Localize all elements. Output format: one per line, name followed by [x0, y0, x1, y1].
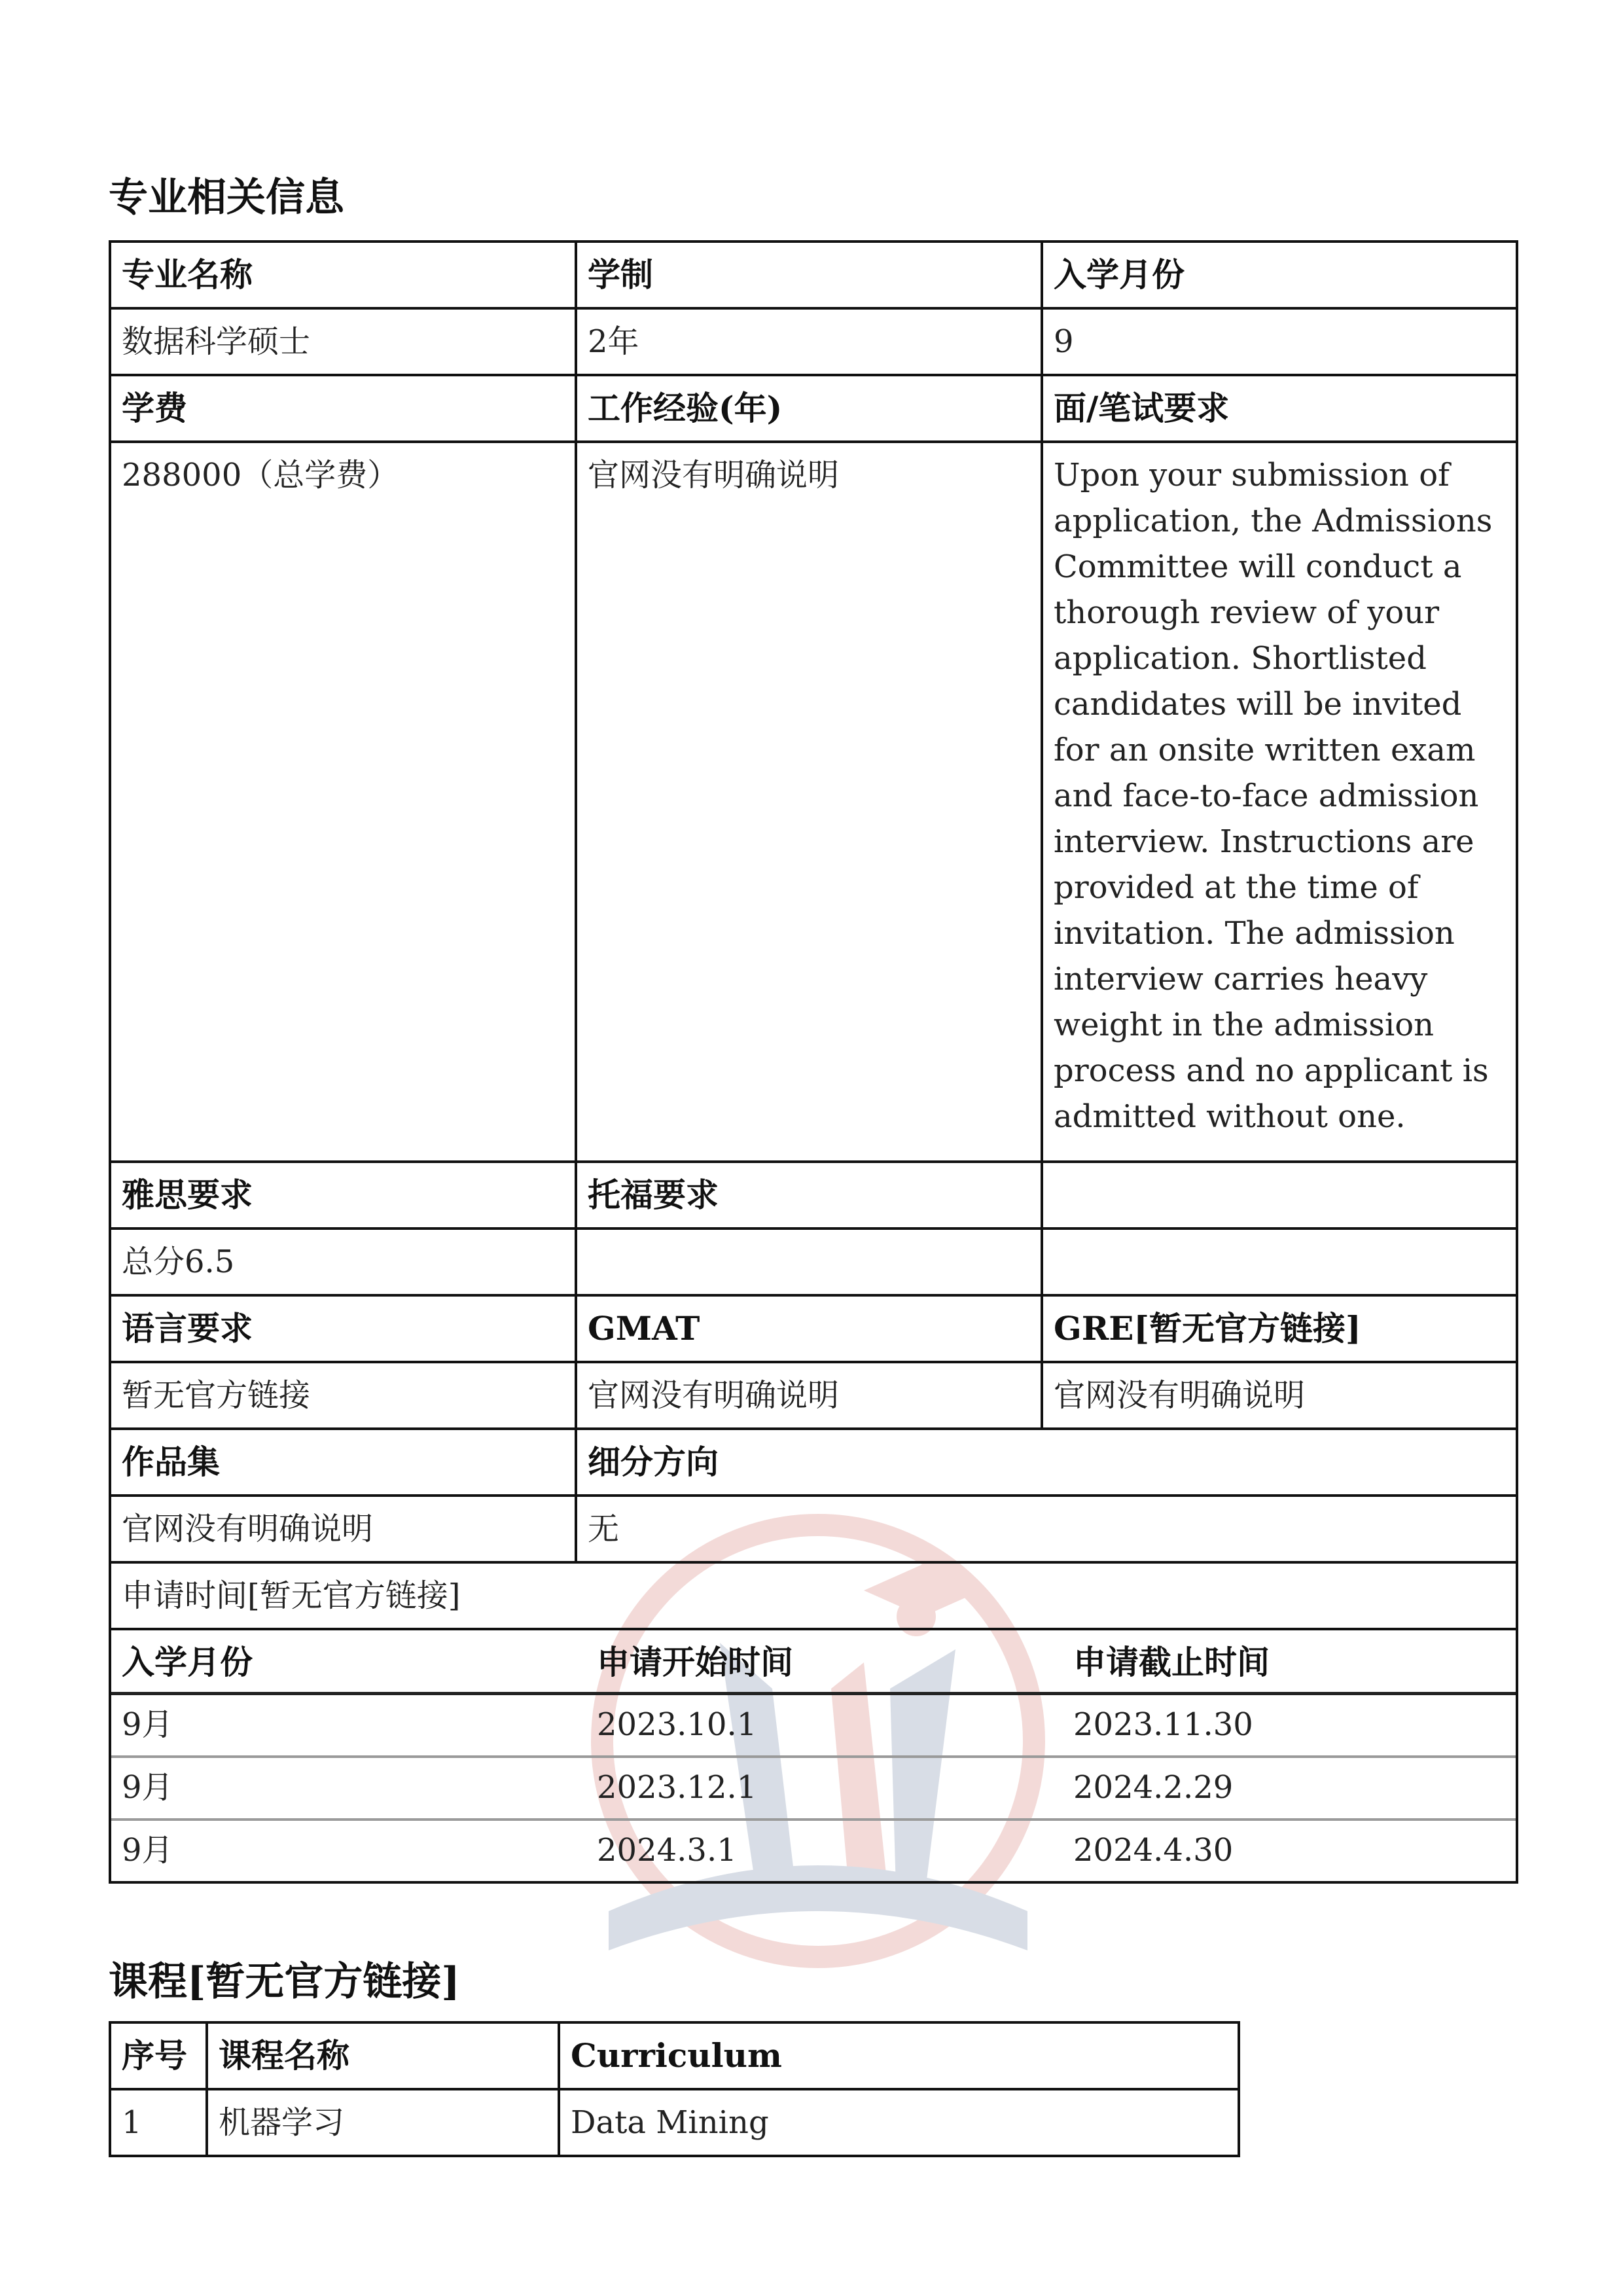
table-row — [110, 1562, 1517, 1629]
application-time-label: 申请时间[暂无官方链接] — [110, 1562, 1517, 1629]
cell-intake: 9月 — [111, 1757, 586, 1820]
cell-curriculum: Data Mining — [559, 2089, 1239, 2156]
table-row — [110, 1295, 1517, 1362]
value-tuition: 288000（总学费） — [110, 442, 576, 1162]
table-row — [111, 1757, 1516, 1820]
header-tuition: 学费 — [110, 375, 576, 442]
table-row — [110, 375, 1517, 442]
cell-deadline: 2023.11.30 — [1063, 1694, 1516, 1757]
table-row — [111, 1820, 1516, 1881]
table-row — [111, 1630, 1516, 1694]
header-language: 语言要求 — [110, 1295, 576, 1362]
header-interview-requirement: 面/笔试要求 — [1042, 375, 1517, 442]
cell-intake: 9月 — [122, 1832, 173, 1869]
header-duration: 学制 — [576, 242, 1042, 308]
table-row — [110, 2089, 1239, 2156]
cell-course-name: 机器学习 — [207, 2089, 559, 2156]
section-title-curriculum: 课程[暂无官方链接] — [109, 1959, 460, 2005]
header-gmat: GMAT — [576, 1295, 1042, 1362]
cell-intake: 9月 — [111, 1694, 586, 1757]
value-program-name: 数据科学硕士 — [110, 308, 576, 375]
header-ielts: 雅思要求 — [110, 1162, 576, 1229]
cell-start: 2023.12.1 — [586, 1757, 1063, 1820]
value-interview-requirement: Upon your submission of application, the Admissions Committee will conduct a thorough review of your application. Shortlisted candidates will be invited for an onsite written exam and face-to-face admission interview. Instructions are provided at the time of invitation. The admission interview carries heavy weight in the admission process and no applicant is admitted without one. — [1042, 442, 1517, 1162]
table-row — [110, 1429, 1517, 1496]
table-row — [110, 242, 1517, 308]
application-time-cell — [110, 1629, 1517, 1882]
cell-start: 2024.3.1 — [597, 1832, 737, 1869]
cell-deadline: 2024.2.29 — [1063, 1757, 1516, 1820]
header-intake-month: 入学月份 — [1042, 242, 1517, 308]
header-intake: 入学月份 — [111, 1630, 586, 1694]
header-start: 申请开始时间 — [586, 1630, 1063, 1694]
header-work-experience: 工作经验(年) — [576, 375, 1042, 442]
header-curriculum: Curriculum — [559, 2022, 1239, 2089]
header-toefl: 托福要求 — [576, 1162, 1042, 1229]
value-empty — [1042, 1229, 1517, 1295]
header-deadline: 申请截止时间 — [1063, 1630, 1516, 1694]
table-row — [110, 308, 1517, 375]
cell-start: 2023.10.1 — [586, 1694, 1063, 1757]
value-intake-month: 9 — [1042, 308, 1517, 375]
application-time-table — [111, 1630, 1516, 1881]
value-duration: 2年 — [576, 308, 1042, 375]
value-portfolio: 官网没有明确说明 — [110, 1496, 576, 1562]
table-row — [110, 1162, 1517, 1229]
table-row — [110, 1362, 1517, 1429]
value-work-experience: 官网没有明确说明 — [576, 442, 1042, 1162]
value-language: 暂无官方链接 — [110, 1362, 576, 1429]
table-row — [110, 1229, 1517, 1295]
value-specialization: 无 — [576, 1496, 1517, 1562]
header-specialization: 细分方向 — [576, 1429, 1517, 1496]
table-row — [110, 1496, 1517, 1562]
header-gre: GRE[暂无官方链接] — [1042, 1295, 1517, 1362]
curriculum-table — [109, 2021, 1240, 2157]
program-info-table — [109, 240, 1518, 1884]
table-row — [110, 1629, 1517, 1882]
value-gmat: 官网没有明确说明 — [576, 1362, 1042, 1429]
table-row — [110, 442, 1517, 1162]
header-course-name: 课程名称 — [207, 2022, 559, 2089]
table-row — [111, 1694, 1516, 1757]
cell-index: 1 — [110, 2089, 207, 2156]
table-row — [110, 2022, 1239, 2089]
value-ielts: 总分6.5 — [110, 1229, 576, 1295]
header-empty — [1042, 1162, 1517, 1229]
header-index: 序号 — [110, 2022, 207, 2089]
header-portfolio: 作品集 — [110, 1429, 576, 1496]
section-title-program-info: 专业相关信息 — [109, 175, 344, 221]
value-gre: 官网没有明确说明 — [1042, 1362, 1517, 1429]
header-program-name: 专业名称 — [110, 242, 576, 308]
cell-deadline: 2024.4.30 — [1073, 1832, 1234, 1869]
value-toefl — [576, 1229, 1042, 1295]
